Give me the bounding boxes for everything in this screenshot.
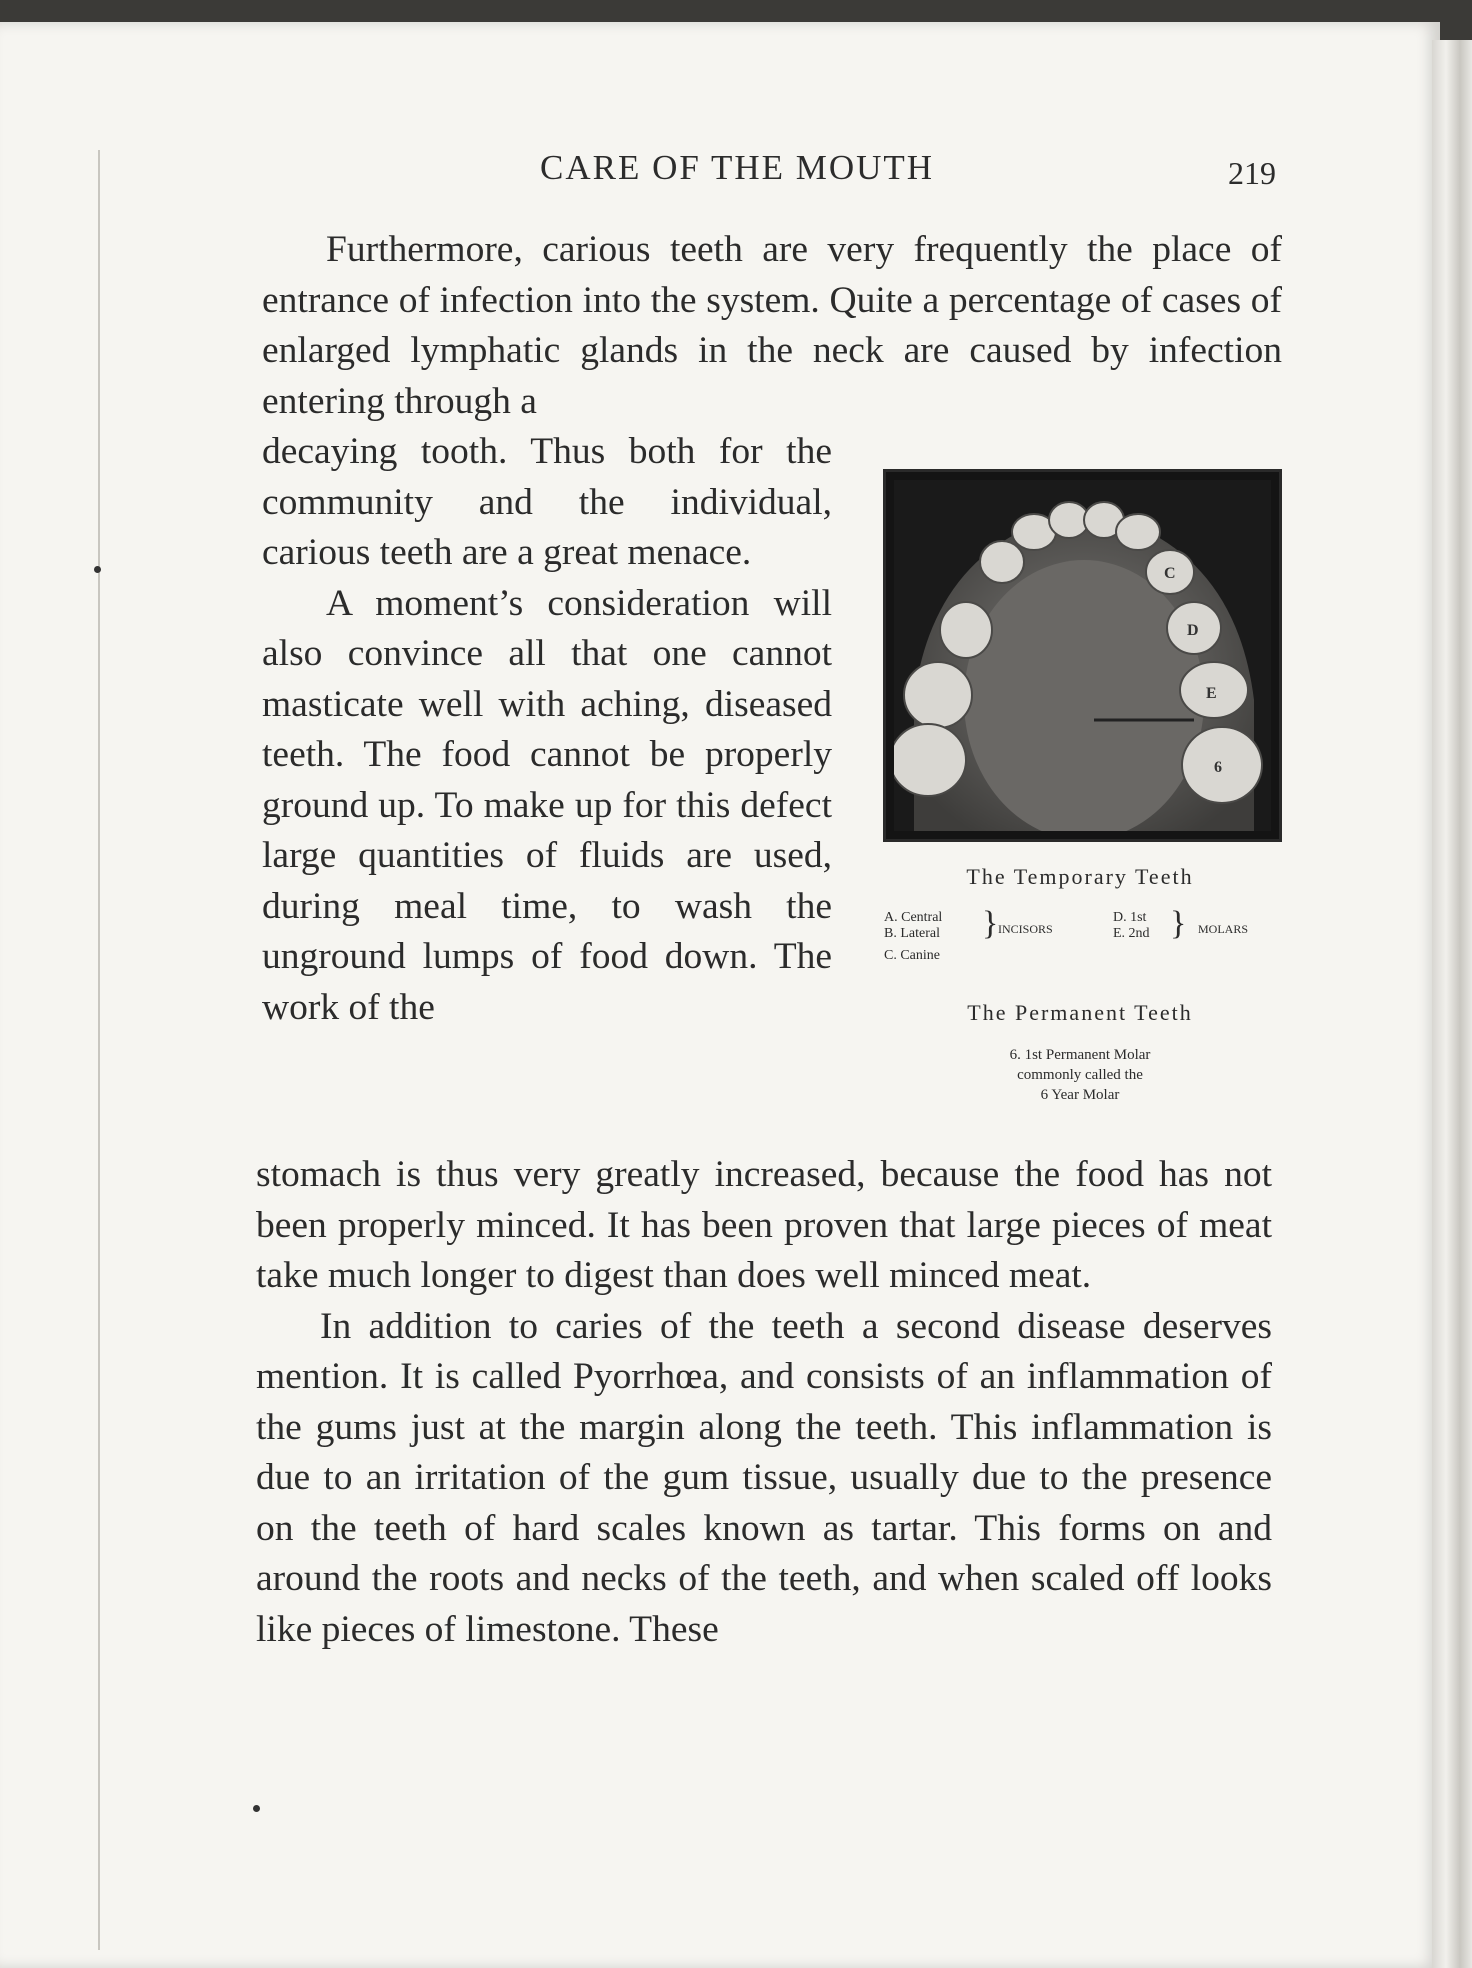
binding-line	[98, 150, 100, 1950]
key-molars: MOLARS	[1198, 922, 1249, 936]
photo-label-c: C	[1164, 565, 1176, 582]
page-number: 219	[1228, 155, 1276, 191]
key-lateral: B. Lateral	[884, 926, 940, 941]
photo-label-d: D	[1187, 622, 1199, 639]
paragraph-1-top	[262, 225, 1282, 427]
paragraph-text: In addition to caries of the teeth a second disease deserves mention. It is called Pyorrhœa, and consists of an inflammation of the gums just at the margin along the teeth. This inflammation is due to an irritation of the gum tissue, usually due to the presence on the teeth of hard scales known as tartar. This forms on and around the roots and necks of the teeth, and when scaled off looks like pieces of limestone. These	[256, 1305, 1272, 1650]
paragraph-text: decaying tooth. Thus both for the community and the individual, carious teeth are a great menace.	[262, 431, 832, 573]
running-head: CARE OF THE MOUTH	[540, 148, 935, 187]
photo-label-e: E	[1206, 685, 1217, 702]
perm-molar-line1: 6. 1st Permanent Molar	[1009, 1047, 1151, 1063]
paragraph-text: Furthermore, carious teeth are very frequently the place of entrance of infection into the system. Quite a percentage of cases of enlarged lymphatic glands in the neck are caused by infection entering through a	[262, 229, 1282, 422]
text-bottom-column	[256, 1150, 1272, 1655]
ink-mark	[253, 1805, 260, 1812]
caption-temporary-teeth: The Temporary Teeth	[966, 864, 1194, 889]
key-brace: }	[1170, 905, 1187, 942]
caption-permanent-teeth: The Permanent Teeth	[967, 1000, 1193, 1025]
perm-molar-line3: 6 Year Molar	[1040, 1087, 1120, 1103]
key-first-molar: D. 1st	[1113, 910, 1147, 925]
key-second-molar: E. 2nd	[1113, 926, 1150, 941]
perm-molar-line2: commonly called the	[1017, 1067, 1143, 1083]
paragraph-text: stomach is thus very greatly increased, because the food has not been properly minced. It has been proven that large pieces of meat take much longer to digest than does well minced meat.	[256, 1154, 1272, 1296]
ink-mark	[94, 566, 101, 573]
key-brace: }	[982, 905, 999, 942]
paragraph-text: A moment’s consideration will also convince all that one cannot masticate well with aching, diseased teeth. The food cannot be properly ground up. To make up for this defect large quantities of fluids are used, during meal time, to wash the unground lumps of food down. The work of the	[262, 582, 832, 1028]
photo-label-6: 6	[1214, 759, 1222, 776]
key-incisors: INCISORS	[998, 922, 1053, 936]
text-wrap-column	[262, 427, 832, 1033]
teeth-photograph	[883, 469, 1282, 842]
teeth-illustration	[894, 480, 1271, 831]
key-central: A. Central	[884, 910, 943, 925]
page-edge	[1432, 40, 1472, 1968]
key-canine: C. Canine	[884, 948, 940, 963]
